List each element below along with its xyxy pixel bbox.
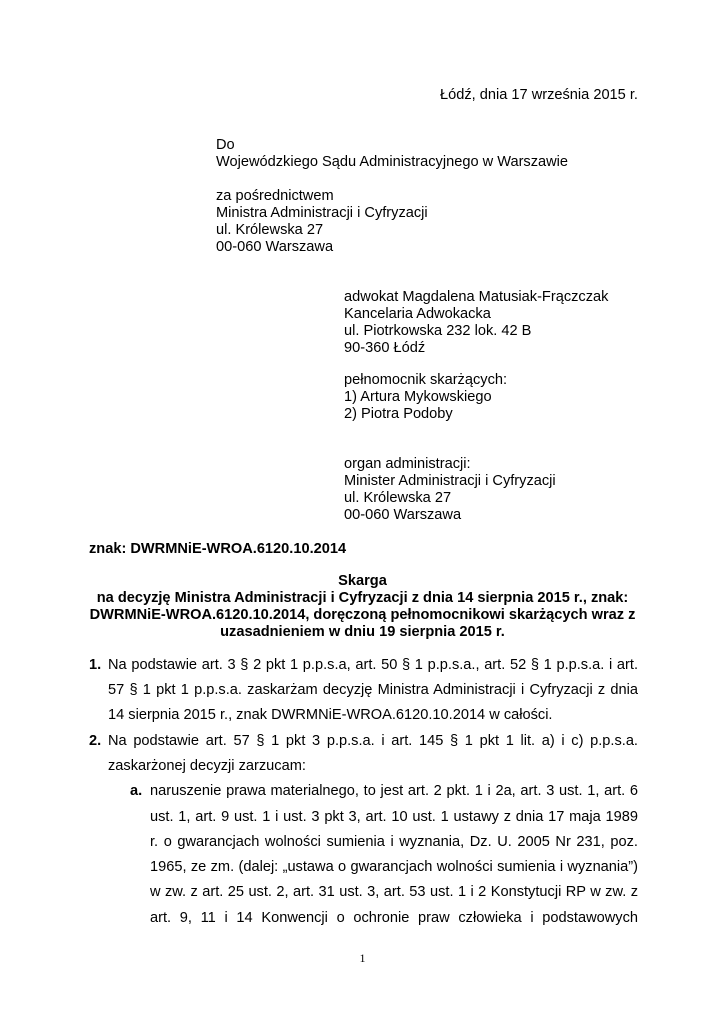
- addressee-line: Do: [216, 137, 235, 153]
- addressee-line: Wojewódzkiego Sądu Administracyjnego w Warszawie: [216, 154, 569, 170]
- authority-line: 00-060 Warszawa: [344, 507, 462, 523]
- title-line: uzasadnieniem w dniu 19 sierpnia 2015 r.: [220, 624, 505, 640]
- proxy-item: 1) Artura Mykowskiego: [344, 389, 492, 405]
- attorney-line: ul. Piotrkowska 232 lok. 42 B: [344, 323, 532, 339]
- attorney-line: Kancelaria Adwokacka: [344, 306, 491, 322]
- subpoint-line: w zw. z art. 25 ust. 2, art. 31 ust. 3, art. 53 ust. 1 i 2 Konstytucji RP w zw. z: [150, 884, 638, 900]
- case-reference: znak: DWRMNiE-WROA.6120.10.2014: [89, 541, 347, 557]
- point-number: 2.: [89, 733, 102, 749]
- addressee-line: za pośrednictwem: [216, 188, 334, 204]
- proxy-item: 2) Piotra Podoby: [344, 406, 453, 422]
- point-number: 1.: [89, 657, 102, 673]
- subpoint-line: art. 9, 11 i 14 Konwencji o ochronie praw człowieka i podstawowych: [150, 910, 638, 926]
- point-line: Na podstawie art. 57 § 1 pkt 3 p.p.s.a. i art. 145 § 1 pkt 1 lit. a) i c) p.p.s.a.: [108, 733, 638, 749]
- page-number: 1: [359, 951, 366, 965]
- addressee-line: Ministra Administracji i Cyfryzacji: [216, 205, 428, 221]
- place-date: Łódź, dnia 17 września 2015 r.: [440, 87, 638, 103]
- subpoint-line: r. o gwarancjach wolności sumienia i wyznania, Dz. U. 2005 Nr 231, poz.: [150, 834, 638, 850]
- subpoint-line: 1965, ze zm. (dalej: „ustawa o gwarancjach wolności sumienia i wyznania”): [150, 859, 638, 875]
- addressee-line: ul. Królewska 27: [216, 222, 324, 238]
- point-line: zaskarżonej decyzji zarzucam:: [108, 758, 306, 774]
- title-line: na decyzję Ministra Administracji i Cyfryzacji z dnia 14 sierpnia 2015 r., znak:: [96, 590, 629, 606]
- title-heading: Skarga: [338, 573, 387, 589]
- authority-line: ul. Królewska 27: [344, 490, 452, 506]
- subpoint-letter: a.: [130, 783, 143, 799]
- authority-line: organ administracji:: [344, 456, 471, 472]
- authority-line: Minister Administracji i Cyfryzacji: [344, 473, 556, 489]
- point-line: 57 § 1 pkt 1 p.p.s.a. zaskarżam decyzję Ministra Administracji i Cyfryzacji z dnia: [108, 682, 638, 698]
- attorney-line: 90-360 Łódź: [344, 340, 426, 356]
- point-line: 14 sierpnia 2015 r., znak DWRMNiE-WROA.6120.10.2014 w całości.: [108, 707, 553, 723]
- attorney-line: adwokat Magdalena Matusiak-Frączczak: [344, 289, 609, 305]
- addressee-line: 00-060 Warszawa: [216, 239, 334, 255]
- title-line: DWRMNiE-WROA.6120.10.2014, doręczoną pełnomocnikowi skarżących wraz z: [89, 607, 636, 623]
- point-line: Na podstawie art. 3 § 2 pkt 1 p.p.s.a, art. 50 § 1 p.p.s.a., art. 52 § 1 p.p.s.a. i art.: [108, 657, 638, 673]
- proxy-label: pełnomocnik skarżących:: [344, 372, 508, 388]
- subpoint-line: ust. 1, art. 9 ust. 1 i ust. 3 pkt 3, art. 10 ust. 1 ustawy z dnia 17 maja 1989: [150, 809, 638, 825]
- subpoint-line: naruszenie prawa materialnego, to jest art. 2 pkt. 1 i 2a, art. 3 ust. 1, art. 6: [150, 783, 638, 799]
